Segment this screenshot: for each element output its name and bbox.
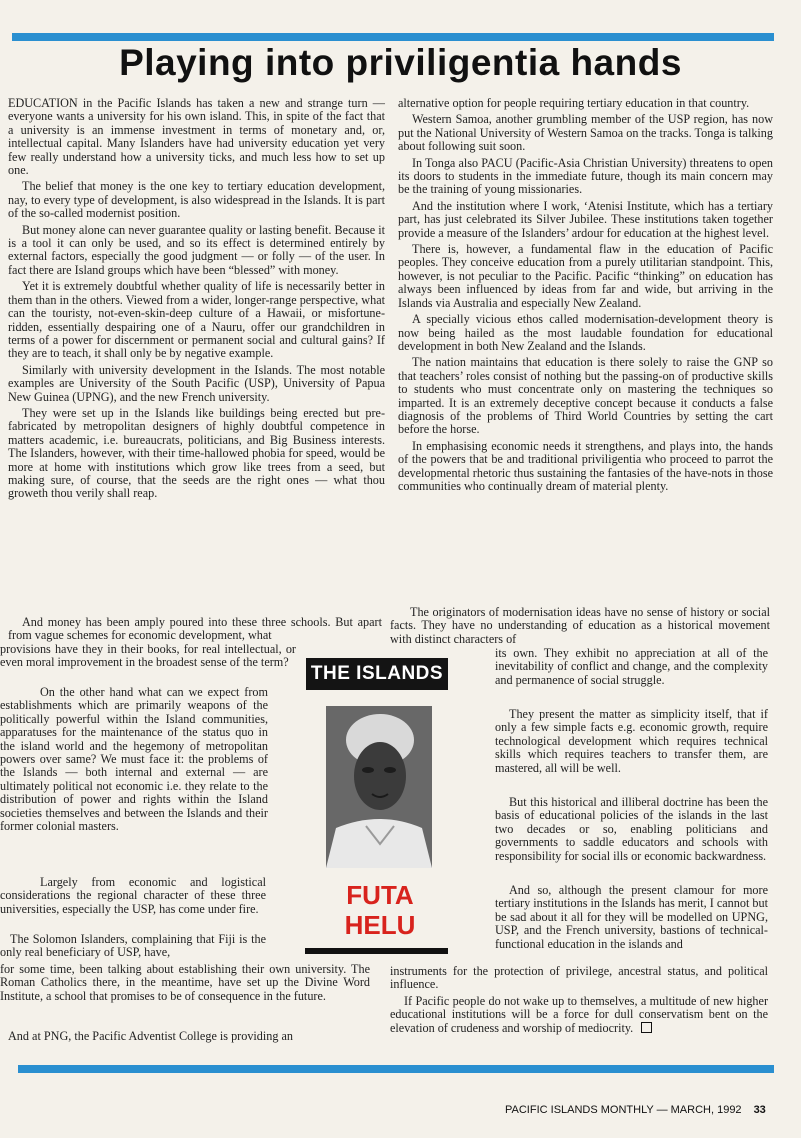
paragraph: provisions have they in their books, for real intellectual, or even moral improvement in the broadest sense of the term? [0,642,296,670]
paragraph: for some time, been talking about establishing their own university. The Roman Catholics there, in the meantime, have set up the Divine Word Institute, a school that promises to be of consequence in the future. [0,962,370,1003]
footer [505,1104,766,1116]
paragraph: And so, although the present clamour for more tertiary institutions in the Islands has merit, I cannot but be sad about it all for they will be modelled on UPNG, USP, and the French university, bastions of technical-functional education in the islands and [495,883,768,951]
page-number: 33 [753,1104,766,1116]
paragraph: But this historical and illiberal doctrine has been the basis of educational policies of the islands in the last two decades or so, enabling politicians and governments to saddle educators and schools with responsibility for social ills or economic backwardness. [495,795,768,863]
paragraph: And at PNG, the Pacific Adventist College is providing an [8,1029,294,1043]
paragraph: In emphasising economic needs it strengthens, and plays into, the hands of the powers that be and traditional priviligentia who proceed to parrot the developmental rhetoric thus sustaining the fantasies of the have-nots in those communities who continually dream of material plenty. [398,438,774,493]
left-column [8,97,385,504]
paragraph: The nation maintains that education is there solely to raise the GNP so that teachers’ roles consist of nothing but the passing-on of productive skills to students who must concentrate only on mastering the techniques so imparted. It is an extremely deceptive concept because it conducts a false diagnosis of the problems of Third World Countries by setting the cart before the horse. [398,355,773,437]
paragraph: And the institution where I work, ‘Atenisi Institute, which has a tertiary part, has just celebrated its Silver Jubilee. These institutions taken together provide a measure of the Islanders’ ardour for education at the highest level. [398,198,773,240]
paragraph: In Tonga also PACU (Pacific-Asia Christian University) threatens to open its doors to students in the immediate future, though its main concern may be the training of young missionaries. [398,155,773,197]
author-rule [305,948,448,954]
paragraph: The originators of modernisation ideas have no sense of history or social facts. They have no understanding of education as a historical movement with distinct characters of [390,605,770,646]
end-mark-icon [641,1022,652,1033]
headline: Playing into priviligentia hands [119,42,682,83]
author-last-name: HELU [344,910,416,940]
author-first-name: FUTA [346,880,414,910]
paragraph: Western Samoa, another grumbling member of the USP region, has now put the National University of Western Samoa on the tracks. Tonga is talking about following suit soon. [398,112,773,154]
bottom-rule [18,1065,774,1073]
paragraph: Similarly with university development in the Islands. The most notable examples are University of the South Pacific (USP), University of Papua New Guinea (UPNG), and the new French university. [8,362,385,404]
paragraph: And money has been amply poured into these three schools. But apart from vague schemes for economic development, what [8,615,382,643]
paragraph: EDUCATION in the Pacific Islands has taken a new and strange turn — everyone wants a university for his own island. This, in spite of the fact that a university is an immense investment in terms of monetary and, or, intellectual capital. Many Islanders have had university education yet very few really understand how a university ticks, and much less how to set up one. [8,96,385,178]
paragraph: Largely from economic and logistical considerations the regional character of these three universities, especially the USP, has come under fire. [0,875,266,916]
paragraph [390,995,768,1035]
paragraph: But money alone can never guarantee quality or lasting benefit. Because it is a tool it can only be used, and so its effect is determined entirely by external factors, especially the good judgment — or folly — of the user. In fact there are Island groups which have been “blessed” with money. [8,222,385,277]
paragraph: A specially vicious ethos called modernisation-development theory is now being hailed as the most laudable foundation for educational development in both New Zealand and the Islands. [398,312,773,353]
publication-name: PACIFIC ISLANDS MONTHLY — MARCH, 1992 [505,1104,742,1116]
right-column [398,97,773,496]
paragraph: Yet it is extremely doubtful whether quality of life is necessarily better in them than in the others. Viewed from a wider, longer-range perspective, what can the touristy, not-even-skin-deep culture of a Hawaii, or misfortune-ridden, essentially despairing one of a Nauru, offer our grandchildren in terms of a power for discernment or permanent social and cultural gains? If they are to teach, it shall only be by negative example. [8,279,385,361]
section-label: THE ISLANDS [306,658,448,690]
paragraph: On the other hand what can we expect from establishments which are primarily weapons of the politically powerful within the Island communities, apparatuses for the maintenance of the status quo in the island world and the hegemony of metropolitan powers over same? We must face it: the problems of the Islands — both internal and external — are ultimately political not economic i.e. they relate to the distribution of power and rights within the Island societies themselves and between the Islands and their former colonial masters. [0,685,268,834]
top-rule [12,33,774,41]
author-name [330,880,430,940]
paragraph: instruments for the protection of privilege, ancestral status, and political influence. [390,964,768,992]
paragraph: There is, however, a fundamental flaw in the education of Pacific peoples. They conceive education from a purely utilitarian standpoint. This, however, is not peculiar to the Pacific. Pacific “thinking” on education has always been influenced by ideas from far and wide, but arriving in the Islands via Australia and especially New Zealand. [398,242,773,310]
paragraph: They were set up in the Islands like buildings being erected but pre-fabricated by metropolitan designers of highly doubtful competence in matters academic, i.e. bureaucrats, politicians, and Big Business interests. The Islanders, however, with their time-hallowed phobia for speed, would be more at home with institutions which grow like trees from a seed, but making sure, of course, that the seeds are the right ones — what thou groweth thou verily shall reap. [8,405,385,501]
paragraph-text: If Pacific people do not wake up to themselves, a multitude of new higher educational institutions will be a force for dull conservatism bent on the elevation of crudeness and worship of mediocrity. [390,994,768,1035]
paragraph: The belief that money is the one key to tertiary education development, nay, to every type of development, is also widespread in the Islands. It is part of the so-called modernist position. [8,179,385,221]
paragraph: They present the matter as simplicity itself, that if only a few simple facts e.g. economic growth, require technological development which requires technical skills which requires teachers to transfer them, are mastered, all will be well. [495,707,768,775]
paragraph: its own. They exhibit no appreciation at all of the inevitability of conflict and change, and the complexity and permanence of social struggle. [495,646,768,687]
paragraph: The Solomon Islanders, complaining that Fiji is the only real beneficiary of USP, have, [0,932,266,960]
author-photo [326,706,432,868]
paragraph: alternative option for people requiring tertiary education in that country. [398,96,750,110]
